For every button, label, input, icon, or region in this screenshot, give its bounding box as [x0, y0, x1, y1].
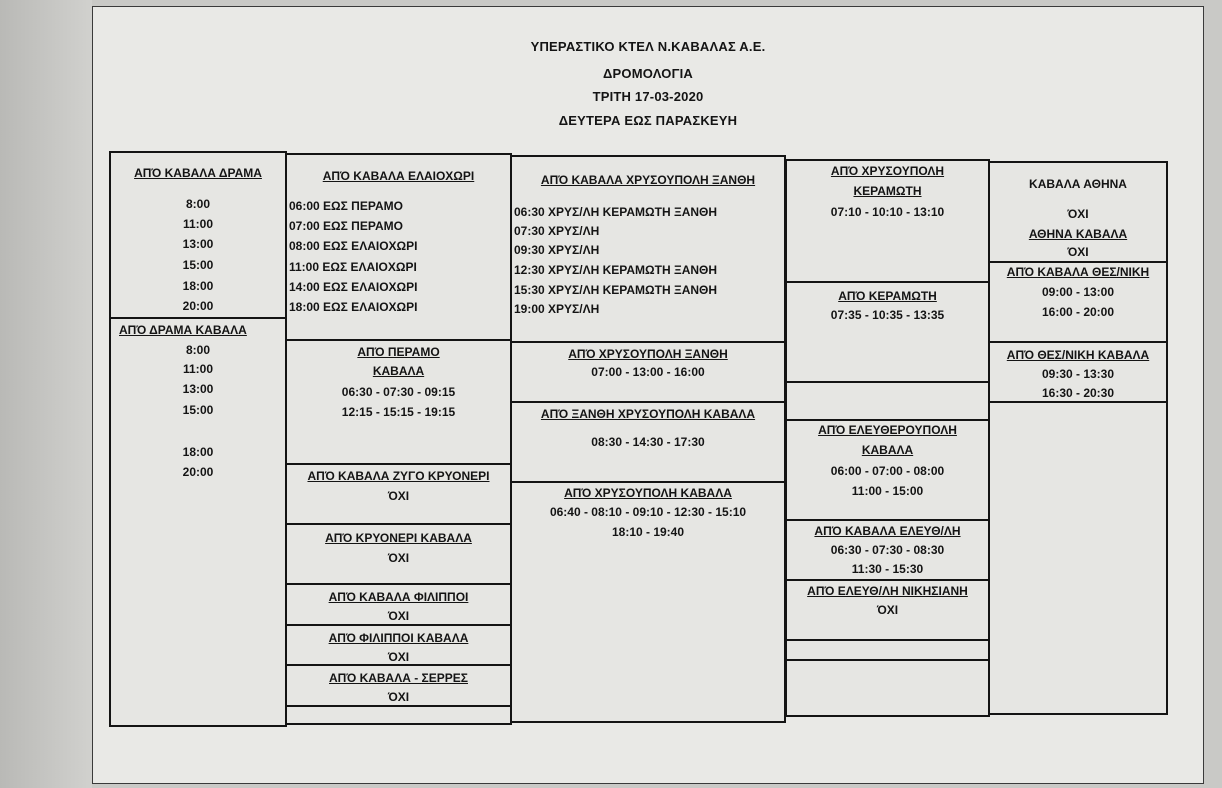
departure-line: 06:30 ΧΡΥΣ/ΛΗ ΚΕΡΑΜΩΤΗ ΞΑΝΘΗ — [514, 205, 718, 219]
departure-time: 11:00 — [182, 362, 214, 376]
route-status: ΌΧΙ — [387, 609, 410, 623]
route-title-return: ΑΘΗΝΑ ΚΑΒΑΛΑ — [1028, 227, 1128, 241]
departure-times: 18:10 - 19:40 — [611, 525, 685, 539]
departure-times: 07:00 - 13:00 - 16:00 — [591, 365, 705, 379]
route-title: ΑΠΌ ΕΛΕΥΘΕΡΟΥΠΟΛΗ — [818, 423, 957, 437]
departure-times: 06:30 - 07:30 - 08:30 — [830, 543, 945, 557]
empty-row — [787, 383, 988, 421]
route-title: ΚΑΒΑΛΑ ΑΘΗΝΑ — [1029, 177, 1127, 191]
departure-line: 08:00 ΕΩΣ ΕΛΑΙΟΧΩΡΙ — [289, 239, 418, 253]
column-kavala-chrysoupoli-xanthi — [510, 155, 786, 723]
route-title: ΑΠΌ ΚΑΒΑΛΑ ΦΙΛΙΠΠΟΙ — [328, 590, 469, 604]
route-kryoneri-kavala — [287, 525, 510, 585]
departure-times: 06:30 - 07:30 - 09:15 — [341, 385, 456, 399]
document-date: ΤΡΙΤΗ 17-03-2020 — [592, 89, 704, 104]
route-kavala-eleftheroupoli — [787, 521, 988, 581]
route-chrysoupoli-keramoti — [787, 161, 988, 283]
route-eleftheroupoli-kavala — [787, 421, 988, 521]
route-chrysoupoli-xanthi — [512, 343, 784, 403]
departure-times: 07:35 - 10:35 - 13:35 — [830, 308, 945, 322]
route-title-line-2: ΚΕΡΑΜΩΤΗ — [853, 184, 922, 198]
route-title: ΑΠΌ ΘΕΣ/ΝΙΚΗ ΚΑΒΑΛΑ — [1006, 348, 1150, 362]
departure-line: 09:30 ΧΡΥΣ/ΛΗ — [514, 243, 600, 257]
route-kavala-athina — [990, 163, 1166, 263]
departure-line: 19:00 ΧΡΥΣ/ΛΗ — [514, 302, 600, 316]
route-kavala-elaiochori — [287, 155, 510, 341]
operating-days: ΔΕΥΤΕΡΑ ΕΩΣ ΠΑΡΑΣΚΕΥΗ — [558, 113, 738, 128]
route-kavala-chrysoupoli-xanthi — [512, 157, 784, 343]
route-status-return: ΌΧΙ — [1067, 245, 1089, 259]
departure-times: 11:00 - 15:00 — [851, 484, 924, 498]
empty-row — [990, 403, 1166, 713]
departure-line: 18:00 ΕΩΣ ΕΛΑΙΟΧΩΡΙ — [289, 300, 418, 314]
document-title: ΔΡΟΜΟΛΟΓΙΑ — [603, 66, 693, 81]
route-status: ΌΧΙ — [876, 603, 899, 617]
route-filippoi-kavala — [287, 626, 510, 666]
departure-times: 07:10 - 10:10 - 13:10 — [830, 205, 945, 219]
route-title: ΑΠΌ ΚΑΒΑΛΑ ΘΕΣ/ΝΙΚΗ — [1006, 265, 1150, 279]
route-kavala-filippoi — [287, 585, 510, 626]
departure-line: 15:30 ΧΡΥΣ/ΛΗ ΚΕΡΑΜΩΤΗ ΞΑΝΘΗ — [514, 283, 718, 297]
departure-times: 09:30 - 13:30 — [1041, 367, 1115, 381]
departure-time: 18:00 — [182, 445, 214, 459]
departure-time: 15:00 — [182, 258, 214, 272]
route-title: ΑΠΌ ΧΡΥΣΟΥΠΟΛΗ ΞΑΝΘΗ — [568, 347, 728, 361]
column-kavala-athina — [988, 161, 1168, 715]
route-title: ΑΠΌ ΠΕΡΑΜΟ — [357, 345, 440, 359]
departure-times: 06:00 - 07:00 - 08:00 — [830, 464, 945, 478]
departure-time: 15:00 — [182, 403, 214, 417]
company-name: ΥΠΕΡΑΣΤΙΚΟ ΚΤΕΛ Ν.ΚΑΒΑΛΑΣ Α.Ε. — [530, 39, 766, 54]
departure-times: 16:30 - 20:30 — [1041, 386, 1115, 400]
departure-time: 13:00 — [182, 237, 214, 251]
route-title: ΑΠΌ ΚΑΒΑΛΑ ΖΥΓΟ ΚΡΥΟΝΕΡΙ — [307, 469, 490, 483]
route-kavala-zygos-kryoneri — [287, 465, 510, 525]
route-keramoti — [787, 283, 988, 383]
departure-time: 11:00 — [182, 217, 214, 231]
route-status: ΌΧΙ — [1067, 207, 1089, 221]
empty-row — [287, 707, 510, 723]
departure-times: 12:15 - 15:15 - 19:15 — [341, 405, 456, 419]
background-edge — [0, 0, 92, 788]
route-title: ΑΠΌ ΧΡΥΣΟΥΠΟΛΗ — [830, 164, 945, 178]
route-title: ΑΠΌ ΕΛΕΥΘ/ΛΗ ΝΙΚΗΣΙΑΝΗ — [807, 584, 968, 598]
departure-time: 8:00 — [185, 197, 211, 211]
departure-line: 11:00 ΕΩΣ ΕΛΑΙΟΧΩΡΙ — [289, 260, 417, 274]
route-kavala-drama — [111, 153, 285, 319]
departure-times: 06:40 - 08:10 - 09:10 - 12:30 - 15:10 — [549, 505, 747, 519]
column-kavala-elaiochori — [285, 153, 512, 725]
departure-time: 8:00 — [185, 343, 211, 357]
empty-row — [787, 641, 988, 661]
route-title: ΑΠΌ ΧΡΥΣΟΥΠΟΛΗ ΚΑΒΑΛΑ — [564, 486, 732, 500]
route-title: ΑΠΌ ΚΑΒΑΛΑ ΕΛΕΥΘ/ΛΗ — [814, 524, 961, 538]
departure-time: 20:00 — [182, 465, 214, 479]
departure-times: 09:00 - 13:00 — [1041, 285, 1115, 299]
departure-times: 11:30 - 15:30 — [851, 562, 924, 576]
column-kavala-drama — [109, 151, 287, 727]
route-status: ΌΧΙ — [387, 551, 410, 565]
route-kavala-serres — [287, 666, 510, 707]
departure-line: 14:00 ΕΩΣ ΕΛΑΙΟΧΩΡΙ — [289, 280, 418, 294]
route-title-line-2: ΚΑΒΑΛΑ — [861, 443, 914, 457]
departure-line: 06:00 ΕΩΣ ΠΕΡΑΜΟ — [289, 199, 403, 213]
departure-times: 08:30 - 14:30 - 17:30 — [591, 435, 705, 449]
departure-line: 07:30 ΧΡΥΣ/ΛΗ — [514, 224, 600, 238]
route-peramo-kavala — [287, 341, 510, 465]
route-status: ΌΧΙ — [387, 690, 410, 704]
route-title: ΑΠΌ ΚΡΥΟΝΕΡΙ ΚΑΒΑΛΑ — [325, 531, 472, 545]
route-title-line-2: ΚΑΒΑΛΑ — [372, 364, 425, 378]
departure-time: 18:00 — [182, 279, 214, 293]
route-title: ΑΠΌ ΚΕΡΑΜΩΤΗ — [838, 289, 937, 303]
route-chrysoupoli-kavala — [512, 483, 784, 721]
column-chrysoupoli-keramoti — [785, 159, 990, 717]
departure-line: 12:30 ΧΡΥΣ/ΛΗ ΚΕΡΑΜΩΤΗ ΞΑΝΘΗ — [514, 263, 718, 277]
departure-times: 16:00 - 20:00 — [1041, 305, 1115, 319]
route-status: ΌΧΙ — [387, 489, 410, 503]
route-title: ΑΠΌ ΦΙΛΙΠΠΟΙ ΚΑΒΑΛΑ — [328, 631, 469, 645]
route-title: ΑΠΌ ΚΑΒΑΛΑ ΕΛΑΙΟΧΩΡΙ — [322, 169, 475, 183]
route-title: ΑΠΌ ΚΑΒΑΛΑ ΔΡΑΜΑ — [134, 166, 262, 180]
route-title: ΑΠΌ ΚΑΒΑΛΑ - ΣΕΡΡΕΣ — [329, 671, 468, 685]
route-eleftheroupoli-nikisiani — [787, 581, 988, 641]
route-drama-kavala — [111, 319, 285, 725]
route-kavala-thessaloniki — [990, 263, 1166, 343]
route-title: ΑΠΌ ΚΑΒΑΛΑ ΧΡΥΣΟΥΠΟΛΗ ΞΑΝΘΗ — [540, 173, 756, 187]
empty-row — [787, 661, 988, 715]
route-xanthi-chrysoupoli-kavala — [512, 403, 784, 483]
route-title: ΑΠΌ ΞΑΝΘΗ ΧΡΥΣΟΥΠΟΛΗ ΚΑΒΑΛΑ — [540, 407, 756, 421]
route-status: ΌΧΙ — [387, 650, 410, 664]
departure-time: 13:00 — [182, 382, 214, 396]
departure-line: 07:00 ΕΩΣ ΠΕΡΑΜΟ — [289, 219, 403, 233]
timetable-sheet — [92, 6, 1204, 784]
departure-time: 20:00 — [182, 299, 214, 313]
route-thessaloniki-kavala — [990, 343, 1166, 403]
route-title: ΑΠΌ ΔΡΑΜΑ ΚΑΒΑΛΑ — [119, 323, 247, 337]
